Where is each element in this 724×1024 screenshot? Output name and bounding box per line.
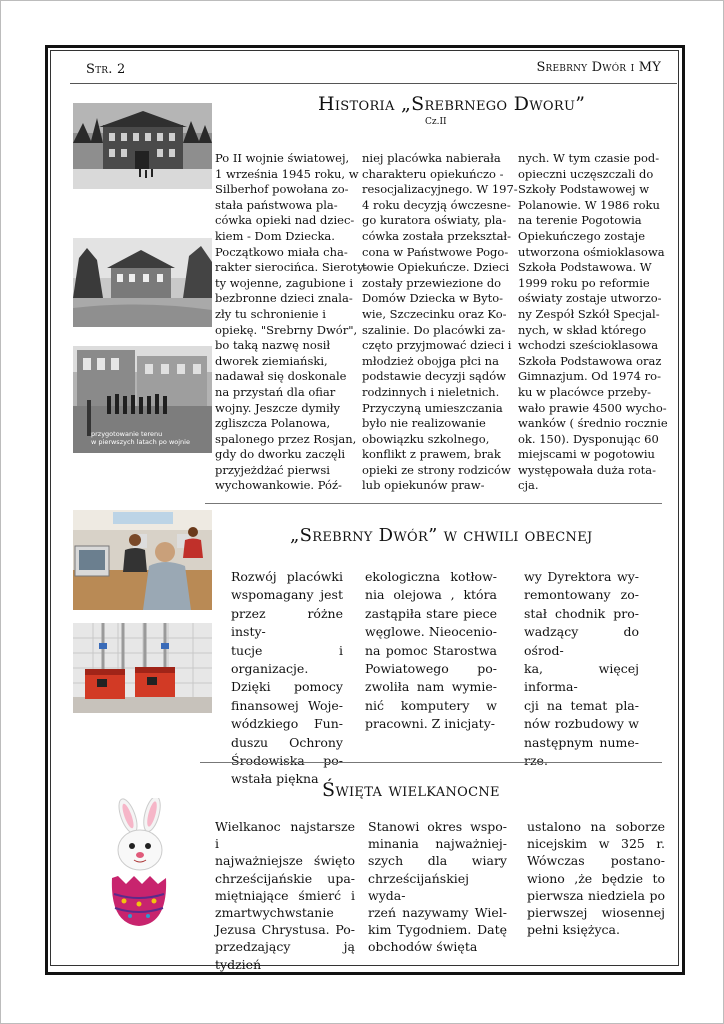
- text-line: Wielkanoc najstarsze i: [215, 819, 355, 852]
- text-line: częto przyjmować dzieci i: [362, 338, 512, 353]
- text-line: utworzona ośmioklasowa: [518, 244, 665, 259]
- text-line: resocjalizacyjnego. W 197-: [362, 182, 518, 197]
- text-line: go kuratora oświaty, pla-: [362, 213, 507, 228]
- text-line: rzeń nazywamy Wiel-: [368, 905, 507, 921]
- article-easter-title: Święta wielkanocne: [322, 779, 500, 801]
- text-line: szych dla wiary: [368, 853, 507, 869]
- article-present-col2: [365, 568, 497, 734]
- section-divider: [205, 503, 662, 504]
- text-line: na przystań dla ofiar: [215, 384, 336, 399]
- text-line: wojny. Jeszcze dymiły: [215, 400, 341, 415]
- text-line: Gimnazjum. Od 1974 ro-: [518, 369, 661, 384]
- text-line: bo taką nazwę nosił: [215, 338, 331, 353]
- text-line: rze.: [524, 753, 548, 769]
- text-line: zmartwychwstanie: [215, 905, 334, 921]
- text-line: rodzinnych i nieletnich.: [362, 384, 500, 399]
- text-line: obchodów święta: [368, 939, 478, 955]
- text-line: zwoliła nam wymie-: [365, 679, 497, 695]
- text-line: Jezusa Chrystusa. Po-: [215, 922, 355, 938]
- text-line: stał chodnik pro-: [524, 605, 639, 621]
- photo-caption: [91, 430, 190, 446]
- text-line: Powiatowego po-: [365, 661, 497, 677]
- text-line: następnym nume-: [524, 734, 639, 750]
- text-line: opieczni uczęszczali do: [518, 166, 654, 181]
- text-line: zgliszcza Polanowa,: [215, 416, 331, 431]
- text-line: chrześcijańskiej wyda-: [368, 870, 470, 903]
- text-line: zostały przewiezione do: [362, 275, 502, 290]
- text-line: Szkoła Podstawowa oraz: [518, 353, 662, 368]
- text-line: Po II wojnie światowej,: [215, 151, 350, 165]
- text-line: Szkoły Podstawowej w: [518, 182, 650, 197]
- text-line: wiono ,że będzie to: [527, 870, 665, 886]
- text-line: na pomoc Starostwa: [365, 642, 497, 658]
- text-line: wódzkiego Fun-: [231, 716, 343, 732]
- article-history-title: Historia „Srebrnego Dworu”: [318, 93, 586, 115]
- text-line: dworek ziemiański,: [215, 353, 328, 368]
- article-history-col3: [518, 151, 668, 494]
- text-line: gdy do dworku zaczęli: [215, 447, 346, 462]
- text-line: pracowni. Z inicjaty-: [365, 716, 495, 732]
- text-line: 4 roku decyzją ówczesne-: [362, 197, 511, 212]
- text-line: nych. W tym czasie pod-: [518, 151, 660, 165]
- photo-caption-line: w pierwszych latach po wojnie: [91, 438, 190, 446]
- text-line: cówka opieki nad dziec-: [215, 213, 355, 228]
- text-line: Polanowie. W 1986 roku: [518, 197, 660, 212]
- article-history-col2: [362, 151, 518, 494]
- text-line: występowała duża rota-: [518, 462, 657, 477]
- text-line: nić komputery w: [365, 697, 497, 713]
- text-line: pełni księżyca.: [527, 922, 620, 938]
- text-line: Stanowi okres wspo-: [368, 819, 507, 834]
- text-line: Rozwój placówki: [231, 569, 343, 584]
- text-line: remontowany zo-: [524, 587, 639, 603]
- text-line: opiekę. "Srebrny Dwór",: [215, 322, 358, 337]
- text-line: Szkoła Podstawowa. W: [518, 260, 652, 275]
- text-line: stała państwowa pla-: [215, 197, 338, 212]
- text-line: pierwszej wiosennej: [527, 905, 665, 921]
- text-line: zły tu schronienie i: [215, 306, 326, 321]
- photo-postwar-preparation: [73, 346, 212, 453]
- photo-computer-lab: [73, 510, 212, 610]
- text-line: duszu Ochrony: [231, 734, 343, 750]
- text-line: przedzający ją tydzień: [215, 939, 355, 972]
- text-line: spalonego przez Rosjan,: [215, 431, 357, 446]
- text-line: oświaty zostaje utworzo-: [518, 291, 662, 306]
- text-line: minania najważniej-: [368, 836, 507, 852]
- text-line: Dzięki pomocy: [231, 679, 343, 695]
- text-line: 1999 roku po reformie: [518, 275, 650, 290]
- text-line: wchodzi sześcioklasowa: [518, 338, 659, 353]
- text-line: Opiekuńczego zostaje: [518, 228, 646, 243]
- text-line: miętniające śmierć i: [215, 887, 355, 903]
- text-line: wie, Szczecinku oraz Ko-: [362, 306, 507, 321]
- article-easter-col3: [527, 818, 665, 938]
- text-line: kiem - Dom Dziecka.: [215, 228, 335, 243]
- text-line: wało prawie 4500 wycho-: [518, 400, 667, 415]
- text-line: Domów Dziecka w Byto-: [362, 291, 504, 306]
- text-line: cona w Państwowe Pogo-: [362, 244, 509, 259]
- text-line: cja.: [518, 478, 539, 493]
- text-line: było nie realizowanie: [362, 416, 486, 431]
- text-line: rakter sierocińca. Sieroty-: [215, 260, 368, 275]
- text-line: 1 września 1945 roku, w: [215, 166, 359, 181]
- text-line: pierwsza niedziela po: [527, 887, 665, 903]
- text-line: Początkowo miała cha-: [215, 244, 348, 259]
- article-easter-col2: [368, 818, 507, 956]
- text-line: towie Opiekuńcze. Dzieci: [362, 260, 510, 275]
- text-line: ok. 150). Dysponując 60: [518, 431, 659, 446]
- page-number: Str. 2: [86, 62, 126, 77]
- text-line: wychowankowie. Póź-: [215, 478, 342, 493]
- article-history-col1: [215, 151, 368, 494]
- text-line: najważniejsze święto: [215, 853, 355, 869]
- text-line: cówka została przekształ-: [362, 228, 512, 243]
- text-line: wspomagany jest: [231, 587, 343, 603]
- text-line: szalinie. Do placówki za-: [362, 322, 506, 337]
- text-line: obowiązku szkolnego,: [362, 431, 490, 446]
- photo-manor-winter: [73, 103, 212, 189]
- article-history-part: Cz.II: [425, 117, 447, 127]
- text-line: ka, więcej informa-: [524, 661, 639, 695]
- text-line: Wówczas postano-: [527, 853, 665, 869]
- article-present-col1: [231, 568, 343, 789]
- text-line: opieki ze strony rodziców: [362, 462, 511, 477]
- text-line: chrześcijańskie upa-: [215, 870, 355, 886]
- text-line: bezbronne dzieci znala-: [215, 291, 353, 306]
- text-line: ustalono na soborze: [527, 819, 665, 834]
- text-line: podstawie decyzji sądów: [362, 369, 506, 384]
- text-line: węglowe. Nieocenio-: [365, 624, 497, 640]
- text-line: tucje i organizacje.: [231, 642, 343, 677]
- text-line: wstała piękna: [231, 771, 319, 787]
- text-line: cji na temat pla-: [524, 697, 639, 713]
- easter-bunny-illustration: [98, 798, 180, 928]
- text-line: nadawał się doskonale: [215, 369, 347, 384]
- text-line: wy Dyrektora wy-: [524, 569, 639, 584]
- text-line: na terenie Pogotowia: [518, 213, 642, 228]
- photo-boiler-room: [73, 623, 212, 713]
- text-line: ekologiczna kotłow-: [365, 569, 497, 584]
- text-line: finansowej Woje-: [231, 697, 343, 713]
- text-line: ny Zespół Szkół Specjal-: [518, 306, 660, 321]
- header-rule: [70, 83, 677, 84]
- text-line: ty wojenne, zagubione i: [215, 275, 354, 290]
- text-line: wadzący do ośrod-: [524, 624, 639, 658]
- text-line: wanków ( średnio rocznie: [518, 416, 668, 431]
- text-line: zastąpiła stare piece: [365, 605, 497, 621]
- text-line: ku w placówce przeby-: [518, 384, 652, 399]
- text-line: nych, w skład którego: [518, 322, 647, 337]
- text-line: nów rozbudowy w: [524, 716, 639, 732]
- text-line: niej placówka nabierała: [362, 151, 501, 165]
- text-line: miejscami w pogotowiu: [518, 447, 655, 462]
- text-line: Silberhof powołana zo-: [215, 182, 349, 197]
- article-present-title: „Srebrny Dwór” w chwili obecnej: [290, 525, 593, 546]
- photo-caption-line: przygotowanie terenu: [91, 430, 163, 438]
- text-line: konflikt z prawem, brak: [362, 447, 501, 462]
- text-line: Przyczyną umieszczania: [362, 400, 503, 415]
- section-divider: [200, 762, 662, 763]
- article-present-col3: [524, 568, 639, 770]
- text-line: nia olejowa , która: [365, 587, 497, 603]
- newsletter-title: Srebrny Dwór i MY: [536, 60, 661, 75]
- text-line: Środowiska po-: [231, 753, 343, 769]
- text-line: lub opiekunów praw-: [362, 478, 485, 493]
- text-line: nicejskim w 325 r.: [527, 836, 665, 852]
- text-line: kim Tygodniem. Datę: [368, 922, 507, 938]
- article-easter-col1: [215, 818, 355, 973]
- text-line: młodzież obojga płci na: [362, 353, 499, 368]
- text-line: przyjeżdżać pierwsi: [215, 462, 330, 477]
- text-line: charakteru opiekuńczo -: [362, 166, 504, 181]
- text-line: przez różne insty-: [231, 605, 343, 640]
- photo-manor-old: [73, 238, 212, 327]
